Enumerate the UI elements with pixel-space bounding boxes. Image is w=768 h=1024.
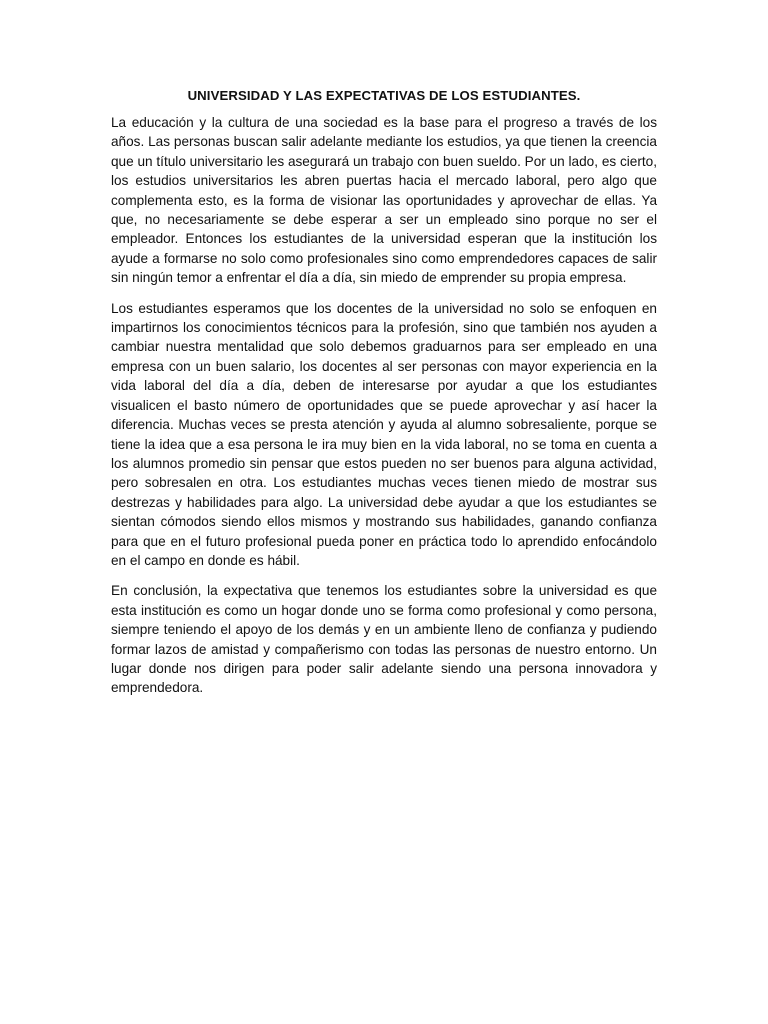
paragraph-conclusion: En conclusión, la expectativa que tenemos los estudiantes sobre la universidad es que esta institución es como un hogar donde uno se forma como profesional y como persona, siempre teniendo el apoyo de los demás y en un ambiente lleno de confianza y pudiendo formar lazos de amistad y compañerismo con todas las personas de nuestro entorno. Un lugar donde nos dirigen para poder salir adelante siendo una persona innovadora y emprendedora. (111, 583, 657, 696)
document-title: UNIVERSIDAD Y LAS EXPECTATIVAS DE LOS ESTUDIANTES. (187, 88, 581, 103)
document-body (111, 86, 657, 709)
paragraph-intro: La educación y la cultura de una sociedad es la base para el progreso a través de los años. Las personas buscan salir adelante mediante los estudios, ya que tienen la creencia que un título universitario les asegurará un trabajo con buen sueldo. Por un lado, es cierto, los estudios universitarios les abren puertas hacia el mercado laboral, pero algo que complementa esto, es la forma de visionar las oportunidades y aprovechar de ellas. Ya que, no necesariamente se debe esperar a ser un empleado sino porque no ser el empleador. Entonces los estudiantes de la universidad esperan que la institución los ayude a formarse no solo como profesionales sino como emprendedores capaces de salir sin ningún temor a enfrentar el día a día, sin miedo de emprender su propia empresa. (111, 115, 657, 286)
paragraph-expectations: Los estudiantes esperamos que los docentes de la universidad no solo se enfoquen en impartirnos los conocimientos técnicos para la profesión, sino que también nos ayuden a cambiar nuestra mentalidad que solo debemos graduarnos para ser empleado en una empresa con un buen salario, los docentes al ser personas con mayor experiencia en la vida laboral del día a día, deben de interesarse por ayudar a que los estudiantes visualicen el basto número de oportunidades que se puede aprovechar y así hacer la diferencia. Muchas veces se presta atención y ayuda al alumno sobresaliente, porque se tiene la idea que a esa persona le ira muy bien en la vida laboral, no se toma en cuenta a los alumnos promedio sin pensar que estos pueden no ser buenos para alguna actividad, pero sobresalen en otra. Los estudiantes muchas veces tienen miedo de mostrar sus destrezas y habilidades para algo. La universidad debe ayudar a que los estudiantes se sientan cómodos siendo ellos mismos y mostrando sus habilidades, ganando confianza para que en el futuro profesional pueda poner en práctica todo lo aprendido enfocándolo en el campo en donde es hábil. (111, 300, 657, 568)
